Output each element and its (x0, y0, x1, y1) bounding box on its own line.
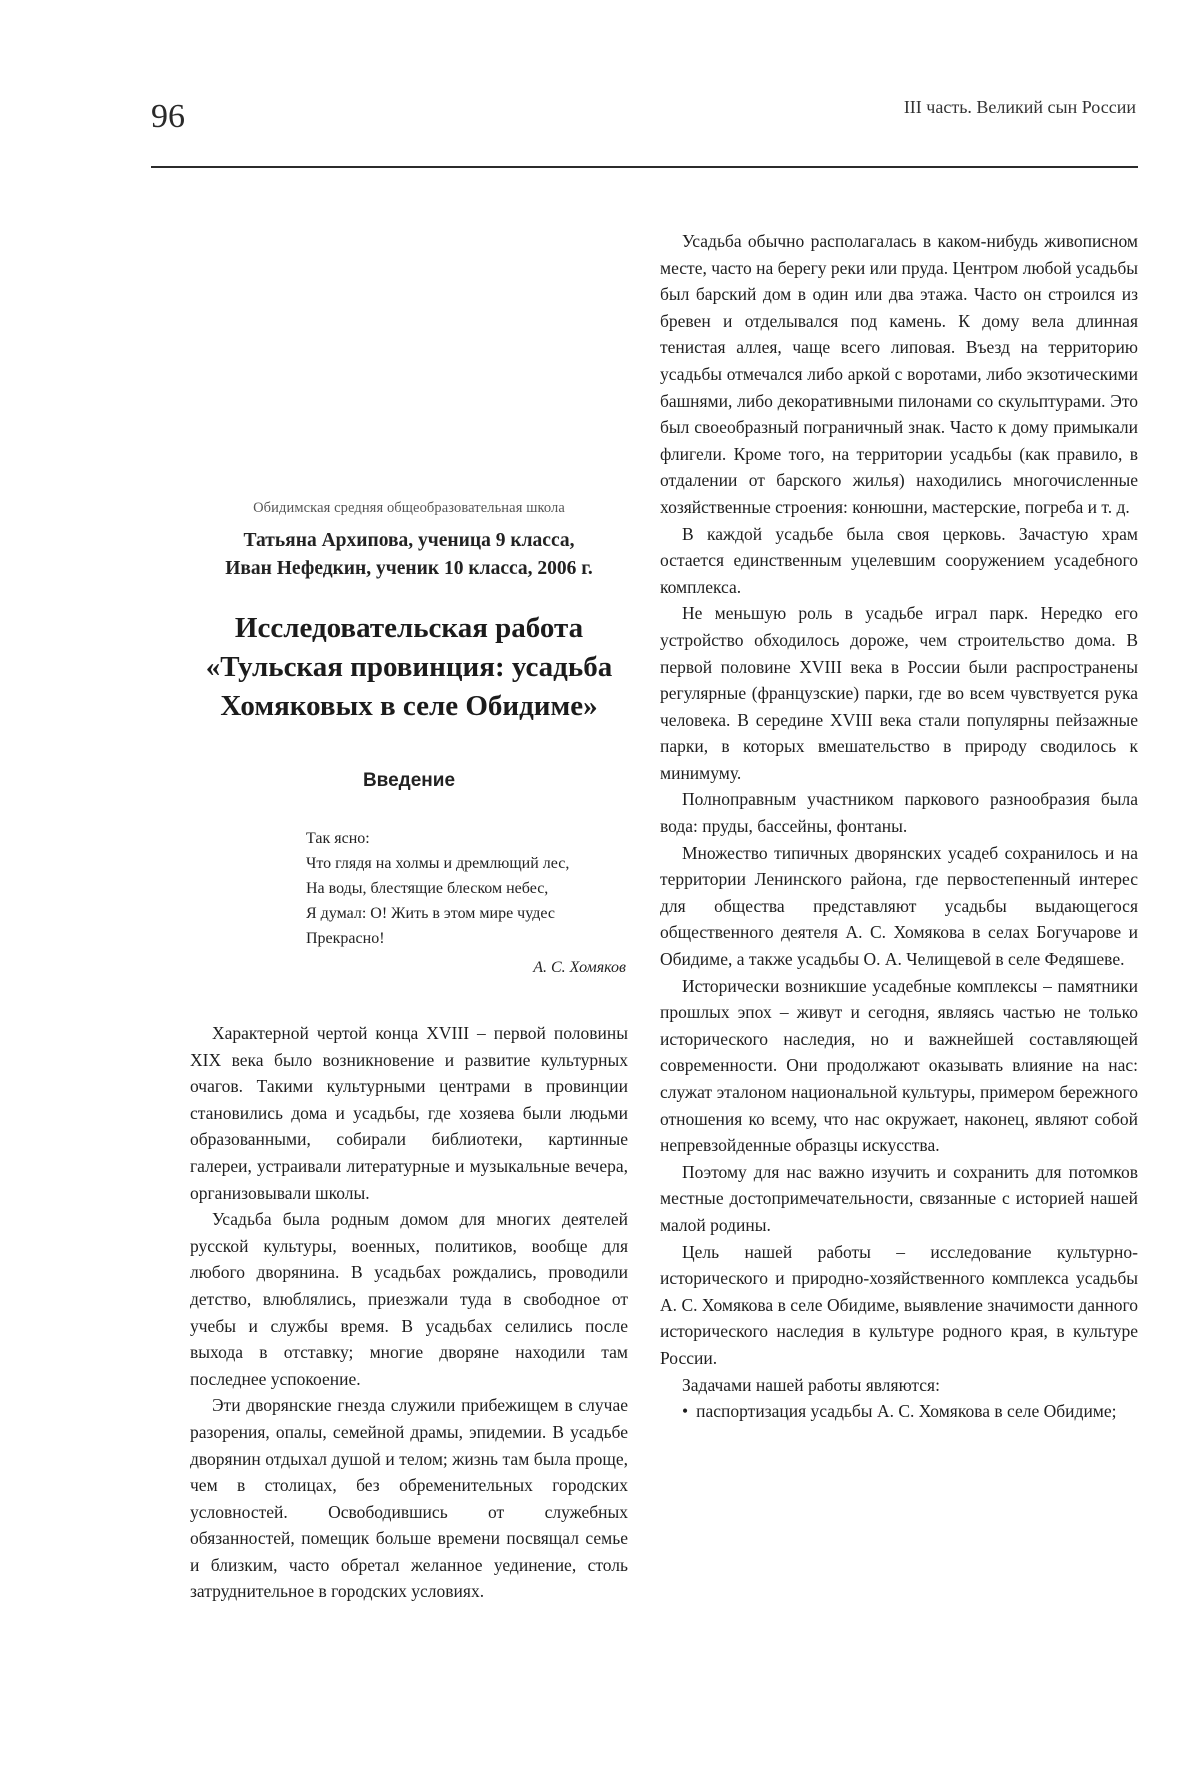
paragraph: Множество типичных дворянских усадеб сохранилось и на территории Ленинского района, где первостепенный интерес для общества представляют усадьбы выдающегося общественного деятеля А. С. Хомякова в селах Богучарове и Обидиме, а также усадьбы О. А. Челищевой в селе Федяшеве. (660, 842, 1138, 970)
paragraph: В каждой усадьбе была своя церковь. Зачастую храм остается единственным уцелевшим сооружением усадебного комплекса. (660, 523, 1138, 597)
paragraph: Характерной чертой конца XVIII – первой половины XIX века было возникновение и развитие культурных очагов. Такими культурными центрами в провинции становились дома и усадьбы, где хозяева были людьми образованными, собирали библиотеки, картинные галереи, устраивали литературные и музыкальные вечера, организовывали школы. (190, 1023, 628, 1203)
header-rule (151, 166, 1138, 168)
article-title (184, 609, 634, 726)
right-column (660, 228, 1138, 1425)
bullet-item (660, 1398, 1138, 1425)
paragraph: Задачами нашей работы являются: (682, 1374, 940, 1395)
author-line: Иван Нефедкин, ученик 10 класса, 2006 г. (225, 558, 593, 579)
paragraph: Исторически возникшие усадебные комплексы – памятники прошлых эпох – живут и сегодня, являясь частью не только исторического наследия, но и важнейшей составляющей современности. Они продолжают оказывать влияние на нас: служат эталоном национальной культуры, примером бережного отношения ко всему, что нас окружает, наконец, являют собой непревзойденные образцы искусства. (660, 975, 1138, 1156)
paragraph: Усадьба была родным домом для многих деятелей русской культуры, военных, политиков, вообще для любого дворянина. В усадьбах рождались, проводили детство, влюблялись, приезжали туда в свободное от учебы и службы время. В усадьбах селились после выхода в отставку; многие дворяне находили там последнее успокоение. (190, 1209, 628, 1389)
epigraph-line: Так ясно: (306, 830, 370, 847)
school-name: Обидимская средняя общеобразовательная школа (253, 500, 565, 516)
title-line: Хомяковых в селе Обидиме» (220, 690, 598, 722)
title-line: «Тульская провинция: усадьба (205, 651, 613, 683)
paragraph: Поэтому для нас важно изучить и сохранить для потомков местные достопримечательности, связанные с историей нашей малой родины. (660, 1161, 1138, 1235)
epigraph-line: На воды, блестящие блеском небес, (306, 880, 549, 897)
bullet-icon: • (682, 1401, 689, 1422)
epigraph-line: Прекрасно! (306, 930, 385, 947)
running-head: III часть. Великий сын России (903, 97, 1136, 117)
section-title: Введение (362, 770, 456, 791)
left-body (190, 1020, 628, 1605)
epigraph-author: А. С. Хомяков (533, 959, 626, 976)
epigraph-line: Я думал: О! Жить в этом мире чудес (306, 905, 555, 922)
right-body (660, 228, 1138, 1398)
epigraph (306, 826, 626, 980)
paragraph: Не меньшую роль в усадьбе играл парк. Нередко его устройство обходилось дороже, чем строительство дома. В первой половине XVIII века в России были распространены регулярные (французские) парки, где во всем чувствуется рука человека. В середине XVIII века стали популярны пейзажные парки, в которых вмешательство в природу сводилось к минимуму. (660, 603, 1138, 783)
paragraph: Цель нашей работы – исследование культурно-исторического и природно-хозяйственного комплекса усадьбы А. С. Хомякова в селе Обидиме, выявление значимости данного исторического наследия в культуре родного края, в культуре России. (660, 1241, 1138, 1368)
paragraph: Эти дворянские гнезда служили прибежищем в случае разорения, опалы, семейной драмы, эпидемии. В усадьбе дворянин отдыхал душой и телом; жизнь там была проще, чем в столицах, без обременительных городских условностей. Освободившись от служебных обязанностей, помещик больше времени посвящал семье и близким, часто обретал желанное уединение, столь затруднительное в городских условиях. (190, 1395, 628, 1602)
left-column (190, 500, 628, 1605)
paragraph: Полноправным участником паркового разнообразия была вода: пруды, бассейны, фонтаны. (660, 789, 1138, 837)
page-number: 96 (151, 98, 185, 135)
bullet-text: паспортизация усадьбы А. С. Хомякова в селе Обидиме; (696, 1401, 1117, 1422)
authors (190, 527, 628, 583)
title-line: Исследовательская работа (234, 612, 584, 644)
author-line: Татьяна Архипова, ученица 9 класса, (243, 530, 575, 551)
paragraph: Усадьба обычно располагалась в каком-нибудь живописном месте, часто на берегу реки или пруда. Центром любой усадьбы был барский дом в один или два этажа. Часто он строился из бревен и отделывался под камень. К дому вела длинная тенистая аллея, чаще всего липовая. Въезд на территорию усадьбы отмечался либо аркой с воротами, либо экзотическими башнями, либо декоративными пилонами со скульптурами. Это был своеобразный пограничный знак. Часто к дому примыкали флигели. Кроме того, на территории усадьбы (как правило, в отдалении от барского жилья) находились многочисленные хозяйственные строения: конюшни, мастерские, погреба и т. д. (660, 231, 1138, 517)
epigraph-line: Что глядя на холмы и дремлющий лес, (306, 855, 570, 872)
